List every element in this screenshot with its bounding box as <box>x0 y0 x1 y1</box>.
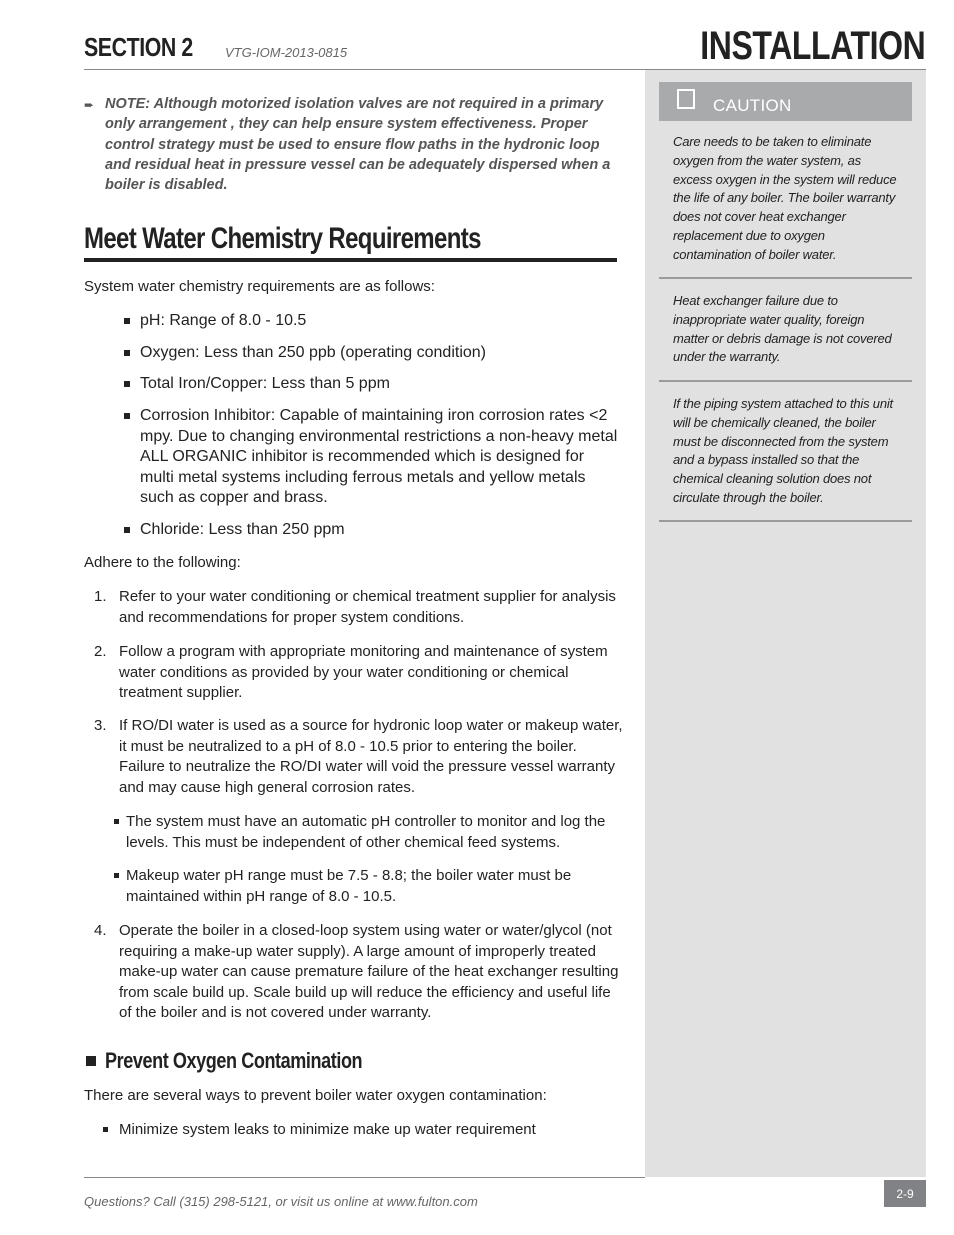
sidebar-note-heat-exchanger: Heat exchanger failure due to inappropriate water quality, foreign matter or debris damage is not covered under the warranty. <box>673 293 892 365</box>
page-heading: Meet Water Chemistry Requirements <box>84 222 481 255</box>
step-number: 2. <box>94 643 107 660</box>
requirements-intro: System water chemistry requirements are as follows: <box>84 278 435 295</box>
bullet-icon <box>124 381 130 387</box>
bullet-icon <box>124 527 130 533</box>
document-code: VTG-IOM-2013-0815 <box>225 45 348 60</box>
caution-label: CAUTION <box>713 96 792 115</box>
step-number: 4. <box>94 922 107 939</box>
footer-divider <box>84 1177 645 1178</box>
sidebar-divider <box>659 277 912 279</box>
page-number: 2-9 <box>884 1180 926 1207</box>
oxygen-intro: There are several ways to prevent boiler water oxygen contamination: <box>84 1087 547 1104</box>
bullet-icon <box>103 1127 108 1132</box>
list-item: Total Iron/Copper: Less than 5 ppm <box>140 375 390 392</box>
step-text: Operate the boiler in a closed-loop system using water or water/glycol (not requiring a make-up water supply). A large amount of improperly treated make-up water can cause premature failure of the heat exchanger resulting from scale build up. Scale build up will reduce the efficiency and useful life of the boiler and is not covered under warranty. <box>119 922 619 1021</box>
step-text: If RO/DI water is used as a source for hydronic loop water or makeup water, it must be neutralized to a pH of 8.0 - 10.5 prior to entering the boiler. Failure to neutralize the RO/DI water will void the pressure vessel warranty and may cause high general corrosion rates. <box>119 717 623 796</box>
sub-list-item: The system must have an automatic pH controller to monitor and log the levels. This must be independent of other chemical feed systems. <box>126 813 606 851</box>
section-subheading: Prevent Oxygen Contamination <box>105 1048 363 1073</box>
sidebar-note-chemical-cleaning: If the piping system attached to this unit will be chemically cleaned, the boiler must be disconnected from the system and a bypass installed so that the chemical cleaning solution does not circulate through the boiler. <box>673 396 893 505</box>
bullet-icon <box>124 350 130 356</box>
adhere-intro: Adhere to the following: <box>84 554 241 571</box>
footer-contact: Questions? Call (315) 298-5121, or visit us online at www.fulton.com <box>84 1194 478 1209</box>
subheading-bullet-icon <box>86 1056 96 1066</box>
note-arrow-icon: ➨ <box>84 98 95 112</box>
section-label: SECTION 2 <box>84 32 193 62</box>
sidebar-divider <box>659 520 912 522</box>
sidebar-divider <box>659 380 912 382</box>
sub-list-item: Makeup water pH range must be 7.5 - 8.8; the boiler water must be maintained within pH range of 8.0 - 10.5. <box>126 867 572 905</box>
step-text: Refer to your water conditioning or chemical treatment supplier for analysis and recommendations for proper system conditions. <box>119 588 616 626</box>
list-item: Minimize system leaks to minimize make up water requirement <box>119 1121 536 1138</box>
note-text: NOTE: Although motorized isolation valves are not required in a primary only arrangement , they can help ensure system effectiveness. Proper control strategy must be used to ensure flow paths in the hydronic loop and residual heat in pressure vessel can be adequately dispersed when a boiler is disabled. <box>105 96 611 194</box>
chapter-title: INSTALLATION <box>699 24 925 68</box>
sidebar-note-oxygen: Care needs to be taken to eliminate oxygen from the water system, as excess oxygen in the system will reduce the life of any boiler. The boiler warranty does not cover heat exchanger replacement due to oxygen contamination of boiler water. <box>673 134 897 262</box>
list-item: pH: Range of 8.0 - 10.5 <box>140 312 307 329</box>
step-number: 3. <box>94 717 107 734</box>
bullet-icon <box>124 413 130 419</box>
heading-underline <box>84 258 617 262</box>
list-item: Oxygen: Less than 250 ppb (operating condition) <box>140 344 487 361</box>
checkbox-icon <box>677 89 695 109</box>
bullet-icon <box>124 318 130 324</box>
list-item: Chloride: Less than 250 ppm <box>140 521 345 538</box>
step-text: Follow a program with appropriate monitoring and maintenance of system water conditions as provided by your water conditioning or chemical treatment supplier. <box>119 643 608 701</box>
step-number: 1. <box>94 588 107 605</box>
list-item: Corrosion Inhibitor: Capable of maintaining iron corrosion rates <2 mpy. Due to changing environmental restrictions a non-heavy metal ALL ORGANIC inhibitor is recommended which is designed for multi metal systems including ferrous metals and yellow metals such as copper and brass. <box>140 407 618 506</box>
